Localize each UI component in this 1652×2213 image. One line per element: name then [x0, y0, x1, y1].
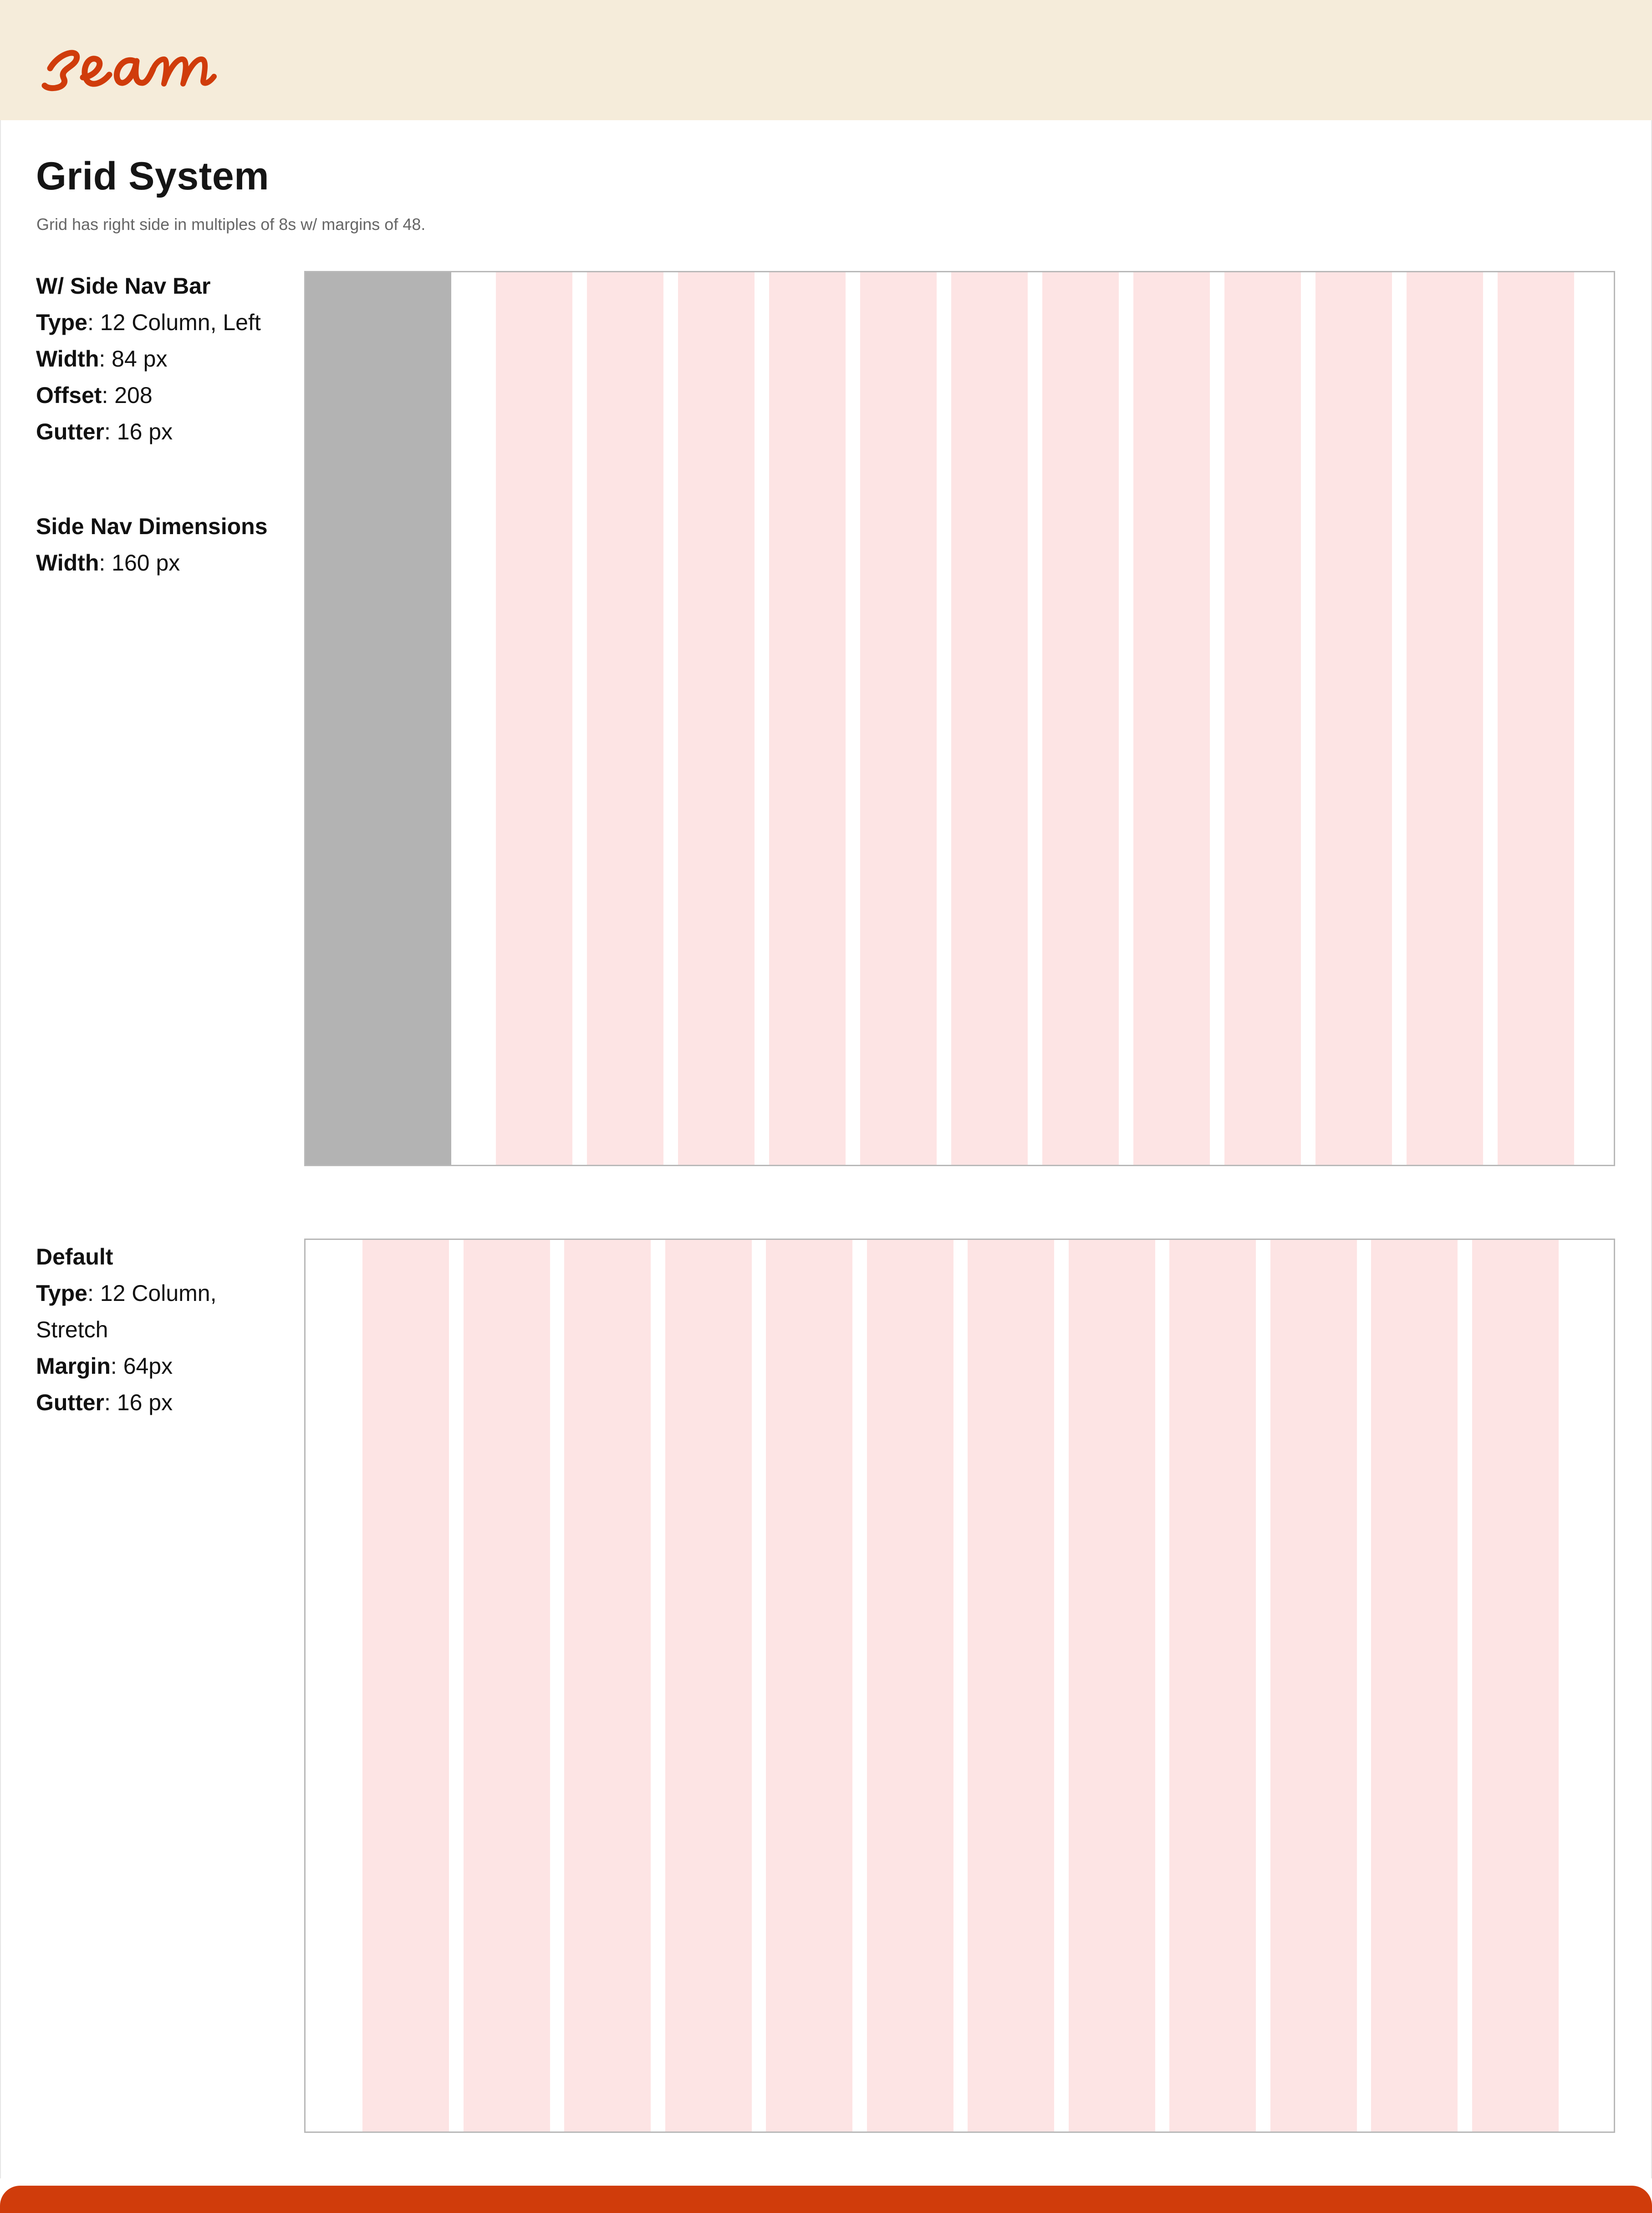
grid-column — [951, 272, 1028, 1165]
grid-column — [769, 272, 846, 1165]
grid-column — [496, 272, 572, 1165]
page-title: Grid System — [36, 154, 270, 198]
spec-nav-width: Width: 160 px — [36, 550, 180, 576]
grid-column — [1270, 1240, 1357, 2131]
spec-offset: Offset: 208 — [36, 382, 153, 408]
grid-column — [1133, 272, 1210, 1165]
grid-column — [678, 272, 755, 1165]
grid-column — [665, 1240, 752, 2131]
grid-column — [867, 1240, 953, 2131]
grid-column — [968, 1240, 1054, 2131]
grid-column — [766, 1240, 852, 2131]
grid-column — [362, 1240, 449, 2131]
grid-column — [1224, 272, 1301, 1165]
footer-bar — [0, 2186, 1652, 2213]
seam-logo — [41, 27, 223, 96]
spec-margin: Margin: 64px — [36, 1353, 173, 1379]
page-subtitle: Grid has right side in multiples of 8s w/ margins of 48. — [36, 215, 426, 234]
spec-type: Type: 12 Column, Stretch — [36, 1280, 217, 1342]
grid-column — [564, 1240, 651, 2131]
spec-width: Width: 84 px — [36, 346, 168, 372]
grid-column — [587, 272, 663, 1165]
grid-column — [1069, 1240, 1155, 2131]
side-nav-dimensions-spec — [36, 508, 291, 581]
grid-column — [860, 272, 937, 1165]
header-bar — [0, 0, 1652, 120]
grid-column — [1371, 1240, 1458, 2131]
spec-type: Type: 12 Column, Left — [36, 310, 261, 335]
default-grid-spec — [36, 1239, 291, 1421]
side-nav-block — [306, 272, 451, 1165]
grid-column — [1472, 1240, 1559, 2131]
grid-column — [1315, 272, 1392, 1165]
side-nav-grid-preview — [304, 271, 1615, 1166]
spec-gutter: Gutter: 16 px — [36, 419, 173, 444]
spec-heading: Side Nav Dimensions — [36, 514, 268, 539]
spec-heading: Default — [36, 1244, 113, 1270]
side-nav-grid-spec — [36, 268, 291, 450]
grid-column — [1169, 1240, 1256, 2131]
grid-column — [1407, 272, 1483, 1165]
spec-heading: W/ Side Nav Bar — [36, 273, 211, 299]
spec-gutter: Gutter: 16 px — [36, 1390, 173, 1415]
default-grid-preview — [304, 1239, 1615, 2133]
grid-column — [464, 1240, 550, 2131]
grid-column — [1042, 272, 1119, 1165]
grid-column — [1498, 272, 1574, 1165]
